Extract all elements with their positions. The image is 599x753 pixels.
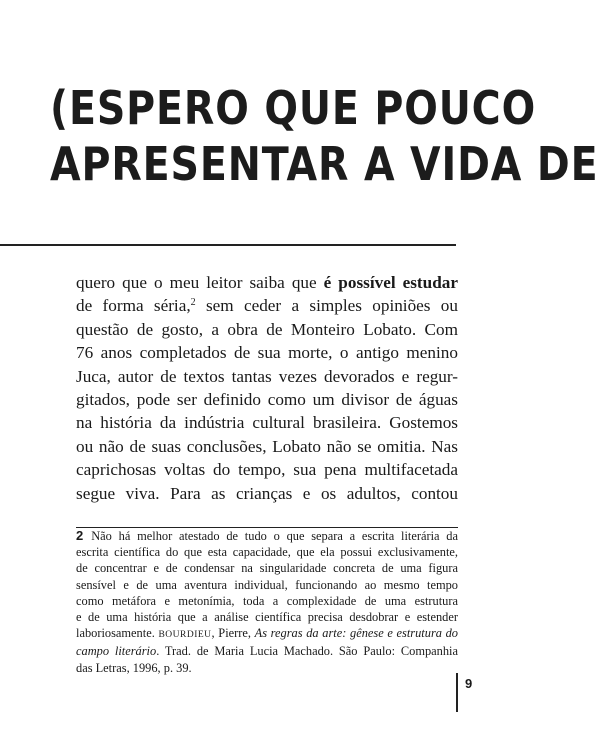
- footnote: [76, 528, 458, 676]
- citation-title: As regras da arte: gênese e estrutura do: [254, 626, 459, 641]
- footnote-line: [76, 528, 458, 544]
- footnote-text: , Pierre,: [211, 626, 255, 641]
- footnote-number: 2: [76, 528, 84, 543]
- body-line: [76, 271, 458, 294]
- footnote-line: de concentrar e de condensar na singularidade concreta de uma figura: [76, 561, 458, 576]
- footnote-reference: 2: [190, 297, 196, 309]
- heading-line-1: (ESPERO QUE POUCO: [50, 81, 537, 135]
- body-line: segue viva. Para as crianças e os adultos, contou: [76, 483, 458, 503]
- chapter-heading: [50, 80, 599, 192]
- citation-title: campo literário: [76, 644, 157, 659]
- footnote-text: . Trad. de Maria Lucia Machado. São Paulo: Companhia: [156, 644, 458, 659]
- body-line: na história da indústria cultural brasileira. Gostemos: [76, 413, 458, 433]
- page-number: 9: [465, 676, 473, 691]
- footnote-line: escrita científica do que esta capacidade, que ela possui exclusivamente,: [76, 545, 458, 560]
- heading-divider: [0, 244, 456, 246]
- footnote-line: [76, 643, 458, 659]
- body-line: gitados, pode ser definido como um divisor de águas: [76, 390, 458, 410]
- footnote-text: Não há melhor atestado de tudo o que separa a escrita literária da: [91, 529, 458, 543]
- footnote-line: sensível e de uma aventura individual, funcionando ao mesmo tempo: [76, 577, 458, 592]
- body-text: quero que o meu leitor saiba que: [76, 273, 324, 292]
- body-line: [76, 294, 458, 317]
- body-line: 76 anos completados de sua morte, o antigo menino: [76, 343, 458, 363]
- body-emphasis: é possível estudar: [323, 273, 458, 292]
- body-paragraph: [76, 271, 458, 505]
- footnote-line: como metáfora e metonímia, toda a complexidade de uma estrutura: [76, 593, 458, 608]
- footnote-line: e de uma história que a análise científica precisa desdobrar e estender: [76, 610, 458, 625]
- footnote-line: das Letras, 1996, p. 39.: [76, 660, 192, 675]
- heading-line-2: APRESENTAR A VIDA DE: [50, 137, 599, 191]
- body-line: caprichosas voltas do tempo, sua pena multifacetada: [76, 460, 458, 480]
- page-number-divider: [456, 673, 458, 712]
- body-line: ou não de suas conclusões, Lobato não se omitia. Nas: [76, 436, 458, 456]
- body-text: de forma séria,: [76, 296, 191, 316]
- body-text: sem ceder a simples opiniões ou: [195, 296, 458, 316]
- footnote-text: laboriosamente.: [76, 626, 159, 641]
- citation-author: BOURDIEU: [158, 630, 212, 641]
- body-line: Juca, autor de textos tantas vezes devorados e regur-: [76, 366, 458, 386]
- body-line: questão de gosto, a obra de Monteiro Lobato. Com: [76, 319, 458, 339]
- footnote-line: [76, 625, 458, 643]
